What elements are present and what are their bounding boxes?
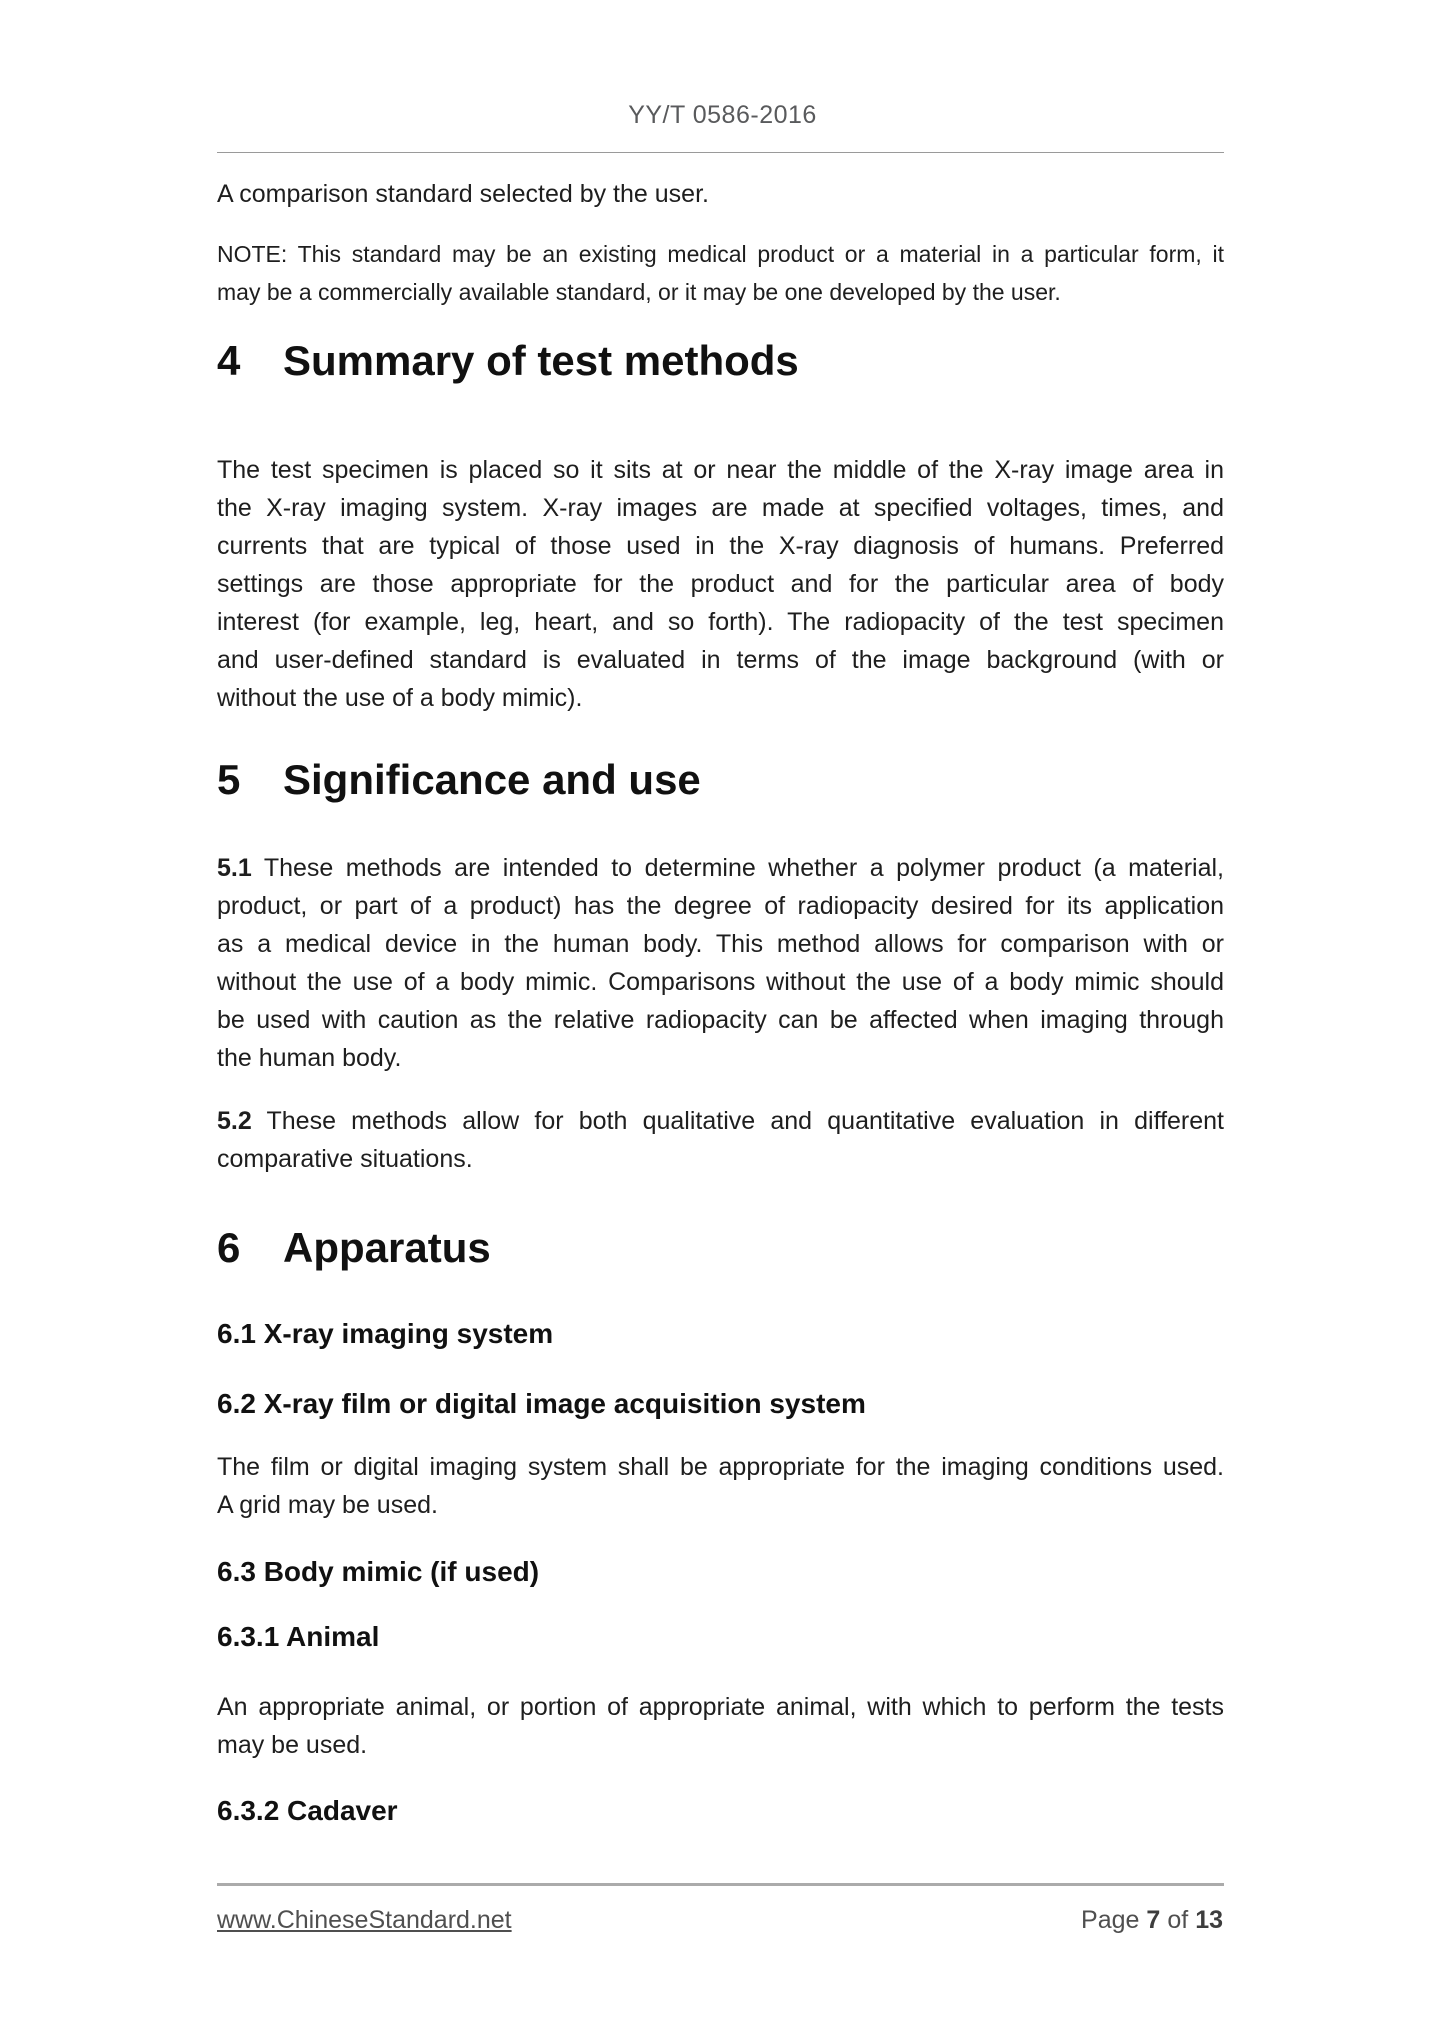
clause-5-1-paragraph	[217, 849, 1224, 1077]
section-6-title: Apparatus	[283, 1224, 491, 1271]
section-4-heading	[217, 336, 1224, 386]
section-5-heading	[217, 755, 1224, 805]
note-paragraph	[217, 235, 1224, 311]
clause-6-2-paragraph	[217, 1448, 1224, 1524]
clause-6-3-1-heading: 6.3.1 Animal	[217, 1621, 380, 1652]
page-total: 13	[1195, 1906, 1223, 1934]
text-line: and user-defined standard is evaluated in terms of the image background (with or	[217, 646, 1224, 674]
section-4-number: 4	[217, 337, 241, 384]
text-line: comparative situations.	[217, 1145, 473, 1173]
page-label: Page	[1081, 1906, 1140, 1934]
page-header	[0, 103, 1445, 128]
text-line: 5.1 These methods are intended to determine whether a polymer product (a material,	[217, 854, 1224, 882]
section-4-title: Summary of test methods	[283, 337, 799, 384]
clause-6-1-heading: 6.1 X-ray imaging system	[217, 1318, 554, 1349]
section-6-number: 6	[217, 1224, 241, 1271]
text-line: NOTE: This standard may be an existing medical product or a material in a particular form, it	[217, 241, 1224, 267]
text-line: The test specimen is placed so it sits at or near the middle of the X-ray image area in	[217, 456, 1224, 484]
clause-6-3-heading: 6.3 Body mimic (if used)	[217, 1556, 540, 1587]
text-line: interest (for example, leg, heart, and so forth). The radiopacity of the test specimen	[217, 608, 1224, 636]
section-6-heading	[217, 1223, 1224, 1273]
text-line: The film or digital imaging system shall be appropriate for the imaging conditions used.	[217, 1453, 1224, 1481]
text-line: as a medical device in the human body. This method allows for comparison with or	[217, 930, 1224, 958]
page-of-label: of	[1167, 1906, 1189, 1934]
text-line: the human body.	[217, 1044, 402, 1072]
site-link[interactable]: www.ChineseStandard.net	[217, 1906, 512, 1934]
text-line: currents that are typical of those used in the X-ray diagnosis of humans. Preferred	[217, 532, 1224, 560]
section-5-title: Significance and use	[283, 756, 701, 803]
text-line: may be a commercially available standard, or it may be one developed by the user.	[217, 279, 1061, 305]
text-line: without the use of a body mimic. Comparisons without the use of a body mimic should	[217, 968, 1224, 996]
text-line: without the use of a body mimic).	[217, 684, 583, 712]
text-line: An appropriate animal, or portion of appropriate animal, with which to perform the tests	[217, 1693, 1224, 1721]
text-line: settings are those appropriate for the product and for the particular area of body	[217, 570, 1224, 598]
text-line: be used with caution as the relative radiopacity can be affected when imaging through	[217, 1006, 1224, 1034]
text-line: 5.2 These methods allow for both qualitative and quantitative evaluation in different	[217, 1107, 1224, 1135]
text-line: the X-ray imaging system. X-ray images are made at specified voltages, times, and	[217, 494, 1224, 522]
clause-6-2-heading: 6.2 X-ray film or digital image acquisition system	[217, 1388, 866, 1419]
section-4-paragraph	[217, 451, 1224, 717]
text-line: product, or part of a product) has the degree of radiopacity desired for its application	[217, 892, 1224, 920]
standard-number: YY/T 0586-2016	[628, 101, 817, 129]
footer-divider	[217, 1883, 1224, 1886]
clause-6-3-2-heading: 6.3.2 Cadaver	[217, 1795, 398, 1826]
page-indicator	[1081, 1908, 1223, 1933]
text-line: may be used.	[217, 1731, 368, 1759]
clause-6-3-1-paragraph	[217, 1688, 1224, 1764]
header-divider	[217, 152, 1224, 153]
intro-paragraph: A comparison standard selected by the user.	[217, 180, 709, 208]
text-line: A grid may be used.	[217, 1491, 438, 1519]
page-current: 7	[1146, 1906, 1161, 1934]
footer-site	[217, 1908, 512, 1933]
clause-5-2-paragraph	[217, 1102, 1224, 1178]
section-5-number: 5	[217, 756, 241, 803]
